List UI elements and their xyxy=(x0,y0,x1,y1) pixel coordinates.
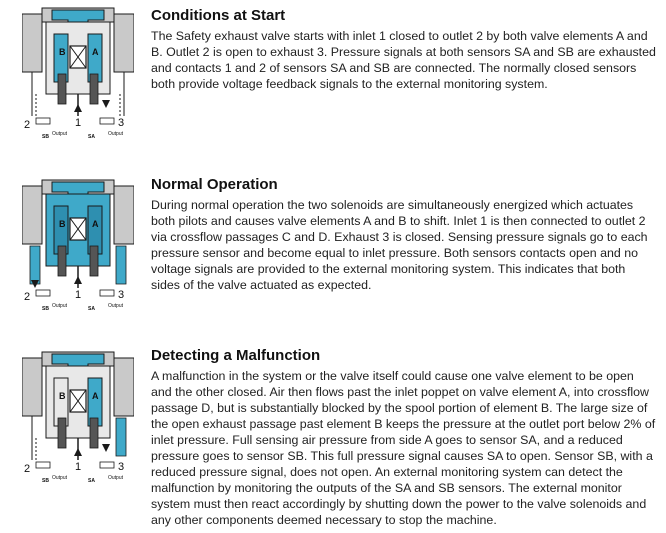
text-block-start xyxy=(151,7,656,92)
valve-diagram-start xyxy=(22,4,134,144)
valve-schematic xyxy=(22,176,134,316)
output-left-label: Output xyxy=(52,303,68,309)
port-1-label: 1 xyxy=(75,461,82,473)
valve-diagram-normal xyxy=(22,176,134,316)
element-a-label: A xyxy=(92,47,99,57)
valve-diagram-malfunction xyxy=(22,348,134,488)
valve-schematic xyxy=(22,348,134,488)
output-left-label: Output xyxy=(52,131,68,137)
port-2-label: 2 xyxy=(24,291,31,303)
element-b-label: B xyxy=(59,219,66,229)
section-body: The Safety exhaust valve starts with inlet 1 closed to outlet 2 by both valve elements A and B. Outlet 2 is open to exhaust 3. Pressure signals at both sensors SA and SB are exhausted and contacts 1 and 2 of sensors SA and SB are connected. The normally closed sensors both provide voltage feedback signals to the external monitoring system. xyxy=(151,29,656,91)
element-b-label: B xyxy=(59,47,66,57)
port-1-label: 1 xyxy=(75,117,82,129)
element-a-label: A xyxy=(92,219,99,229)
sensor-sb-label: SB xyxy=(42,134,49,140)
sensor-sa-label: SA xyxy=(88,478,95,484)
port-2-label: 2 xyxy=(24,463,31,475)
section-heading: Detecting a Malfunction xyxy=(151,347,321,364)
element-b-label: B xyxy=(59,391,66,401)
output-right-label: Output xyxy=(108,131,124,137)
port-2-label: 2 xyxy=(24,119,31,131)
port-3-label: 3 xyxy=(118,289,125,301)
output-left-label: Output xyxy=(52,475,68,481)
port-1-label: 1 xyxy=(75,289,82,301)
text-block-normal xyxy=(151,176,656,293)
section-heading: Conditions at Start xyxy=(151,7,286,24)
valve-schematic xyxy=(22,4,134,144)
sensor-sa-label: SA xyxy=(88,134,95,140)
element-a-label: A xyxy=(92,391,99,401)
output-right-label: Output xyxy=(108,475,124,481)
port-3-label: 3 xyxy=(118,461,125,473)
output-right-label: Output xyxy=(108,303,124,309)
port-3-label: 3 xyxy=(118,117,125,129)
section-body: During normal operation the two solenoids are simultaneously energized which actuates both pilots and causes valve elements A and B to shift. Inlet 1 is then connected to outlet 2 via crossflow passages C and D. Exhaust 3 is closed. Sensing pressure signals go to each pressure sensor and become equal to inlet pressure. Both sensors contacts open and no voltage signals are provided to the external monitoring system. This indicates that both sides of the valve actuated as expected. xyxy=(151,198,648,292)
text-block-malfunction xyxy=(151,347,656,528)
section-heading: Normal Operation xyxy=(151,176,278,193)
sensor-sa-label: SA xyxy=(88,306,95,312)
sensor-sb-label: SB xyxy=(42,478,49,484)
section-body: A malfunction in the system or the valve itself could cause one valve element to be open and the other closed. Air then flows past the inlet poppet on valve element A, into crossflow passage D, but is substantially blocked by the spool portion of element B. The large size of the open exhaust passage past element B keeps the pressure at the outlet port below 2% of inlet pressure. Full sensing air pressure from side A goes to sensor SA, and a reduced pressure goes to sensor SB. This full pressure signal causes SA to open. Sensor SB, with a reduced pressure signal, does not open. An external monitoring system can detect the malfunction by monitoring the outputs of the SA and SB sensors. The external monitor system must then react accordingly by shutting down the power to the valve solenoids and any other components deemed necessary to stop the machine. xyxy=(151,369,656,527)
sensor-sb-label: SB xyxy=(42,306,49,312)
